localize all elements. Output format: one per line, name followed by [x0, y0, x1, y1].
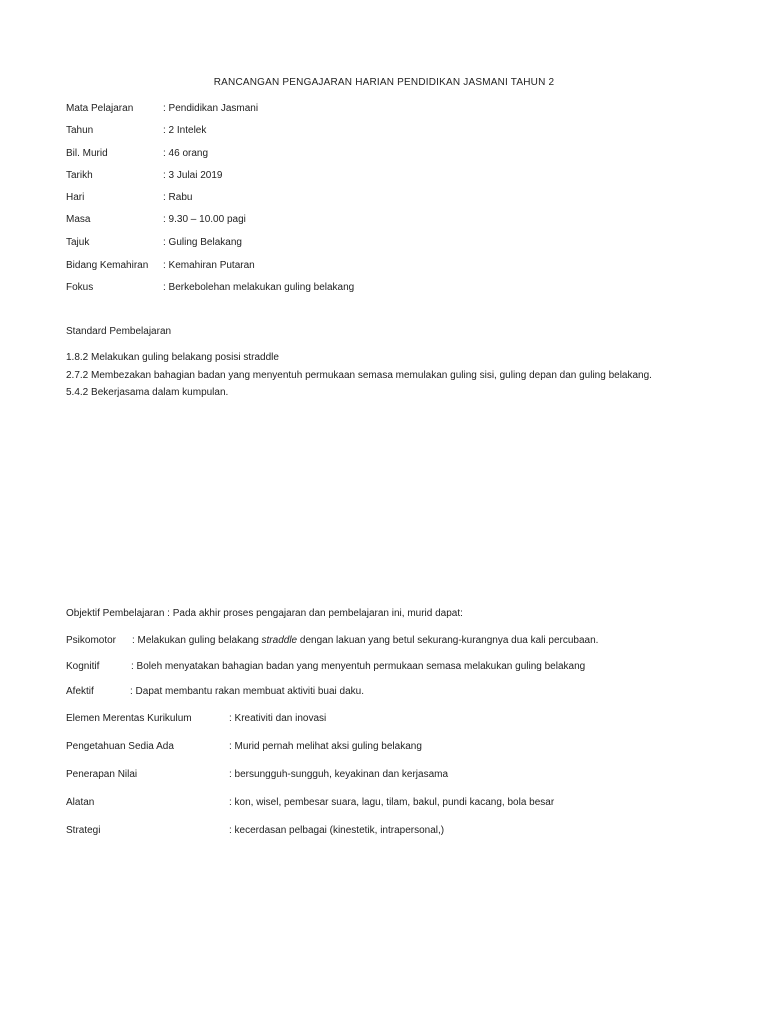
info-label: Tahun — [66, 125, 94, 136]
info-value: : Berkebolehan melakukan guling belakang — [163, 282, 355, 293]
info-value: : 46 orang — [163, 148, 209, 159]
info-label: Tarikh — [66, 170, 93, 181]
psikomotor-prefix: : Melakukan guling belakang — [132, 635, 262, 646]
standard-item: 5.4.2 Bekerjasama dalam kumpulan. — [66, 387, 229, 398]
info-label: Mata Pelajaran — [66, 103, 134, 114]
standard-item: 2.7.2 Membezakan bahagian badan yang menyentuh permukaan semasa memulakan guling sisi, guling depan dan guling belakang. — [66, 370, 652, 381]
detail-value: : Murid pernah melihat aksi guling belakang — [229, 741, 422, 752]
detail-value: : kecerdasan pelbagai (kinestetik, intrapersonal,) — [229, 825, 445, 836]
detail-value: : Kreativiti dan inovasi — [229, 713, 327, 724]
info-value: : Rabu — [163, 192, 193, 203]
standard-heading: Standard Pembelajaran — [66, 326, 172, 337]
objektif-value: : Dapat membantu rakan membuat aktiviti buai daku. — [130, 686, 365, 697]
standard-item: 1.8.2 Melakukan guling belakang posisi straddle — [66, 352, 279, 363]
objektif-heading: Objektif Pembelajaran : Pada akhir proses pengajaran dan pembelajaran ini, murid dapat: — [66, 608, 463, 619]
objektif-value — [132, 635, 598, 647]
detail-value: : kon, wisel, pembesar suara, lagu, tilam, bakul, pundi kacang, bola besar — [229, 797, 555, 808]
detail-label: Pengetahuan Sedia Ada — [66, 741, 174, 752]
detail-value: : bersungguh-sungguh, keyakinan dan kerjasama — [229, 769, 449, 780]
detail-label: Elemen Merentas Kurikulum — [66, 713, 192, 724]
info-label: Tajuk — [66, 237, 90, 248]
objektif-value: : Boleh menyatakan bahagian badan yang menyentuh permukaan semasa melakukan guling belakang — [131, 661, 586, 672]
info-label: Hari — [66, 192, 85, 203]
info-value: : 9.30 – 10.00 pagi — [163, 214, 246, 225]
info-value: : Guling Belakang — [163, 237, 242, 248]
objektif-label: Psikomotor — [66, 635, 117, 646]
document-title: RANCANGAN PENGAJARAN HARIAN PENDIDIKAN JASMANI TAHUN 2 — [213, 77, 555, 88]
info-label: Bil. Murid — [66, 148, 108, 159]
psikomotor-italic-term: straddle — [261, 635, 298, 646]
info-label: Fokus — [66, 282, 94, 293]
psikomotor-suffix: dengan lakuan yang betul sekurang-kurangnya dua kali percubaan. — [297, 635, 599, 646]
info-value: : 2 Intelek — [163, 125, 207, 136]
info-value: : 3 Julai 2019 — [163, 170, 223, 181]
detail-label: Alatan — [66, 797, 95, 808]
info-label: Masa — [66, 214, 91, 225]
info-value: : Pendidikan Jasmani — [163, 103, 259, 114]
detail-label: Penerapan Nilai — [66, 769, 138, 780]
objektif-label: Kognitif — [66, 661, 100, 672]
detail-label: Strategi — [66, 825, 101, 836]
info-label: Bidang Kemahiran — [66, 260, 149, 271]
info-value: : Kemahiran Putaran — [163, 260, 255, 271]
objektif-label: Afektif — [66, 686, 94, 697]
